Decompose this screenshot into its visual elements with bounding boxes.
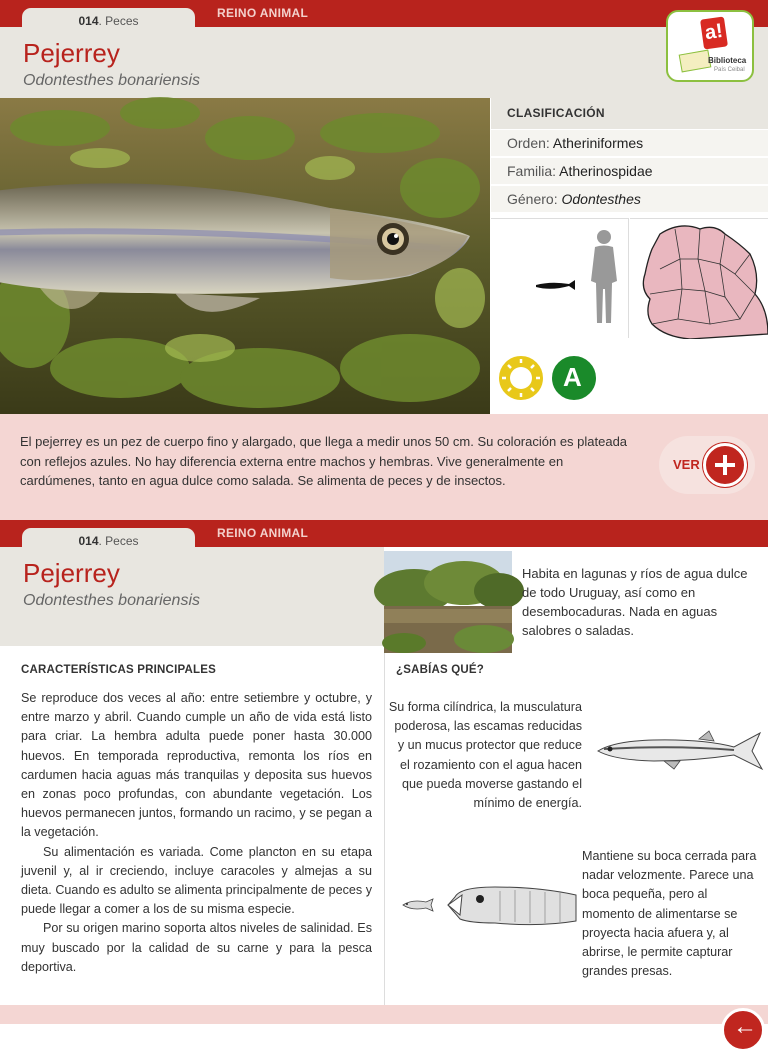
classification-row-genero [491, 185, 768, 212]
species-card-detail [0, 520, 768, 1040]
plus-icon[interactable] [703, 443, 747, 487]
card-category: . Peces [98, 534, 139, 548]
size-comparison [491, 218, 629, 338]
habitat-text: Habita en lagunas y ríos de agua dulce de todo Uruguay, así como en desembocaduras. Nada en aguas salobres o saladas. [522, 566, 748, 638]
classification-row-familia [491, 157, 768, 184]
features-paragraph: Su alimentación es variada. Come plancton en su etapa juvenil y, al ir creciendo, incluye caracoles y almejas a su dieta. Cuando es adulto se alimenta principalmente de peces y puede llegar a comer a los de su misma especie. [21, 844, 372, 917]
card-number: 014 [78, 14, 99, 28]
badge-icons [491, 339, 768, 414]
description-band [0, 414, 768, 520]
habitat-photo-image [384, 551, 512, 653]
logo-text: Biblioteca [708, 56, 747, 65]
fish-mouth-illustration-icon [400, 875, 576, 935]
features-heading: CARACTERÍSTICAS PRINCIPALES [21, 664, 216, 676]
distribution-map [630, 218, 768, 338]
classification-header [491, 98, 768, 129]
logo-mark: a! [700, 16, 728, 49]
species-title: Pejerrey [23, 558, 120, 588]
back-arrow-icon[interactable]: ← [721, 1008, 765, 1052]
features-paragraph: Se reproduce dos veces al año: entre setiembre y octubre, y entre marzo y abril. Cuando cumple un año de vida está listo para criar. La hembra adulta puede poner hasta 30.000 huevos. En temporada reproductiva, remonta los ríos en cardumen hacia aguas más tranquilas y deposita sus huevos en zonas poco profundas, con abundante vegetación. Los huevos permanecen juntos, formando un racimo, y se pegan a la vegetación. [21, 691, 372, 840]
classification-label: Género: [507, 191, 562, 207]
kingdom-label: REINO ANIMAL [217, 526, 309, 540]
uruguay-map-icon [630, 219, 768, 339]
category-tab [22, 8, 195, 36]
classification-label: Orden: [507, 135, 553, 151]
classification-panel [491, 98, 768, 414]
species-title: Pejerrey [23, 38, 120, 68]
classification-label: Familia: [507, 163, 560, 179]
biblioteca-logo[interactable] [666, 10, 754, 82]
fish-photo [0, 98, 490, 414]
fish-photo-image [0, 98, 490, 414]
classification-row-orden [491, 129, 768, 156]
sabias-fact-2: Mantiene su boca cerrada para nadar velozmente. Parece una boca pequeña, pero al momento de alimentarse se proyecta hacia afuera y, al abrirse, le permite capturar grandes presas. [582, 849, 757, 979]
scientific-name: Odontesthes bonariensis [23, 72, 200, 89]
category-tab [22, 528, 195, 556]
ver-label: VER [673, 457, 700, 472]
classification-heading: CLASIFICACIÓN [507, 106, 605, 120]
ver-more-button[interactable] [659, 436, 755, 494]
status-badges [491, 339, 768, 414]
book-icon [679, 50, 712, 73]
size-comparison-icon [491, 219, 629, 339]
column-divider [384, 653, 385, 1005]
fish-illustration-icon [594, 725, 766, 775]
species-description: El pejerrey es un pez de cuerpo fino y alargado, que llega a medir unos 50 cm. Su coloración es plateada con reflejos azules. No hay diferencia externa entre machos y hembras. Vive generalmente en cardúmenes, tanto en agua dulce como salada. Se alimenta de peces y de insectos. [20, 434, 628, 488]
scientific-name: Odontesthes bonariensis [23, 592, 200, 609]
bottom-band [0, 1005, 768, 1024]
features-paragraph: Por su origen marino soporta altos niveles de salinidad. Es muy buscado por la calidad de su carne y para la pesca deportiva. [21, 921, 372, 974]
features-body [21, 689, 372, 977]
sabias-fact-1: Su forma cilíndrica, la musculatura poderosa, las escamas reducidas y un mucus protector que reduce el rozamiento con el agua hacen que pueda moverse gastando el mínimo de energía. [388, 700, 582, 811]
classification-value: Atheriniformes [552, 135, 644, 151]
habitat-photo [384, 551, 512, 653]
species-card-summary [0, 0, 768, 520]
card-category: . Peces [98, 14, 139, 28]
card-number: 014 [78, 534, 99, 548]
classification-value: Atherinospidae [559, 163, 653, 179]
kingdom-label: REINO ANIMAL [217, 6, 309, 20]
logo-subtext: País Ceibal [714, 67, 745, 73]
classification-value: Odontesthes [561, 191, 641, 207]
sabias-heading: ¿SABÍAS QUÉ? [396, 664, 485, 676]
native-badge-letter: A [563, 362, 582, 392]
